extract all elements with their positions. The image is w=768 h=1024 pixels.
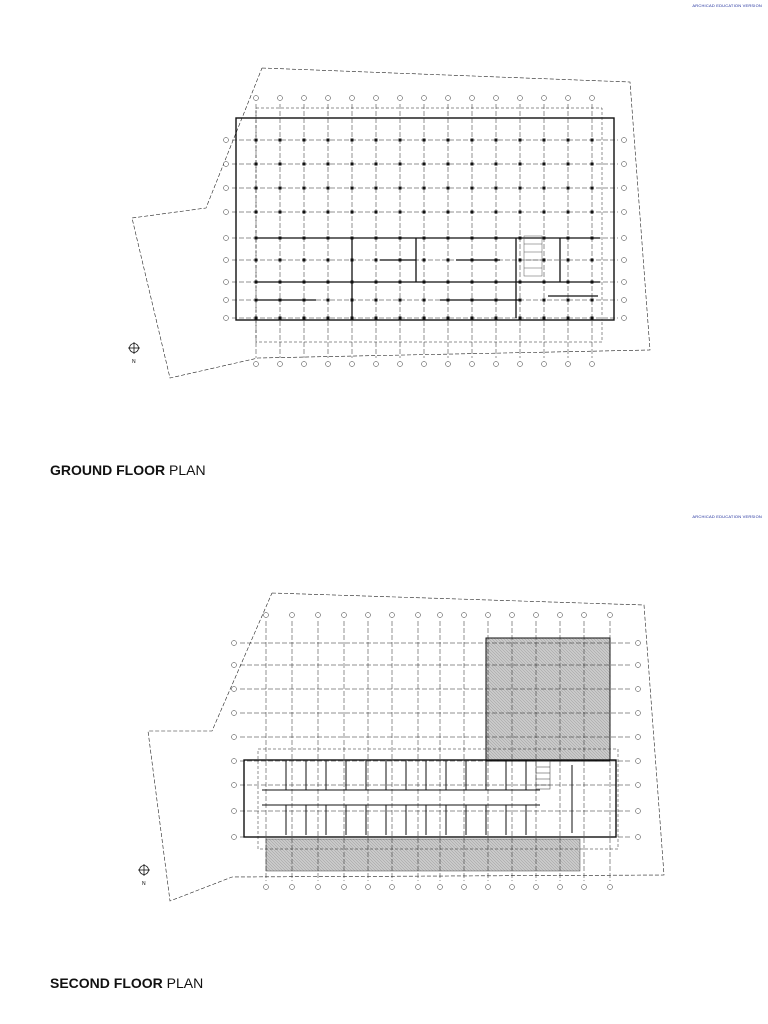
column — [255, 163, 258, 166]
column — [351, 187, 354, 190]
column — [279, 259, 282, 262]
grid-bubble — [510, 613, 515, 618]
grid-bubble — [582, 613, 587, 618]
title-regular: PLAN — [166, 975, 204, 991]
grid-bubble — [342, 613, 347, 618]
grid-bubble — [542, 362, 547, 367]
grid-bubble — [278, 362, 283, 367]
grid-bubble — [278, 96, 283, 101]
column — [399, 299, 402, 302]
column — [567, 163, 570, 166]
column — [255, 187, 258, 190]
column — [447, 259, 450, 262]
grid-bubble — [390, 613, 395, 618]
grid-bubble — [636, 641, 641, 646]
roof-eave-line — [256, 108, 602, 342]
column — [447, 187, 450, 190]
column — [495, 139, 498, 142]
column — [543, 187, 546, 190]
column — [423, 163, 426, 166]
grid-bubble — [232, 783, 237, 788]
grid-bubble — [350, 96, 355, 101]
column — [399, 211, 402, 214]
column — [327, 259, 330, 262]
site-boundary — [132, 68, 650, 378]
grid-bubble — [636, 687, 641, 692]
column — [543, 163, 546, 166]
grid-bubble — [608, 885, 613, 890]
grid-bubble — [416, 613, 421, 618]
column — [375, 139, 378, 142]
column — [327, 187, 330, 190]
grid-bubble — [566, 362, 571, 367]
column — [399, 317, 402, 320]
grid-bubble — [486, 613, 491, 618]
column — [375, 299, 378, 302]
grid-bubble — [622, 210, 627, 215]
structural-grid — [224, 96, 627, 367]
column — [327, 211, 330, 214]
column — [279, 163, 282, 166]
grid-bubble — [582, 885, 587, 890]
grid-bubble — [590, 96, 595, 101]
column — [543, 317, 546, 320]
column — [423, 299, 426, 302]
grid-bubble — [232, 835, 237, 840]
column — [543, 139, 546, 142]
interior-walls — [256, 238, 600, 318]
column — [591, 299, 594, 302]
grid-bubble — [316, 885, 321, 890]
column — [447, 139, 450, 142]
grid-bubble — [622, 280, 627, 285]
title-regular: PLAN — [169, 462, 206, 478]
education-watermark: ARCHICAD EDUCATION VERSION — [692, 514, 762, 519]
grid-bubble — [232, 809, 237, 814]
grid-bubble — [636, 783, 641, 788]
column — [399, 139, 402, 142]
grid-bubble — [636, 809, 641, 814]
column — [591, 139, 594, 142]
column — [327, 299, 330, 302]
title-bold: GROUND FLOOR — [50, 462, 166, 478]
grid-bubble — [232, 687, 237, 692]
column — [591, 317, 594, 320]
grid-bubble — [636, 711, 641, 716]
grid-bubble — [462, 885, 467, 890]
column — [567, 211, 570, 214]
grid-bubble — [398, 96, 403, 101]
column — [495, 187, 498, 190]
column — [423, 317, 426, 320]
grid-bubble — [302, 362, 307, 367]
title-bold: SECOND FLOOR — [50, 975, 163, 991]
grid-bubble — [622, 258, 627, 263]
column — [351, 163, 354, 166]
grid-bubble — [390, 885, 395, 890]
column — [543, 211, 546, 214]
grid-bubble — [470, 96, 475, 101]
grid-bubble — [534, 613, 539, 618]
grid-bubble — [302, 96, 307, 101]
grid-bubble — [350, 362, 355, 367]
column — [303, 259, 306, 262]
stair — [536, 761, 550, 789]
grid-bubble — [636, 835, 641, 840]
grid-bubble — [290, 613, 295, 618]
grid-bubble — [446, 362, 451, 367]
column — [279, 139, 282, 142]
grid-bubble — [224, 210, 229, 215]
room-walls — [286, 761, 526, 835]
grid-bubble — [438, 885, 443, 890]
column — [423, 187, 426, 190]
column — [255, 259, 258, 262]
column — [567, 139, 570, 142]
column — [303, 163, 306, 166]
column — [303, 139, 306, 142]
grid-bubble — [566, 96, 571, 101]
grid-bubble — [398, 362, 403, 367]
grid-bubble — [224, 298, 229, 303]
grid-bubble — [622, 138, 627, 143]
column — [447, 211, 450, 214]
ground-floor-plan — [0, 60, 768, 390]
grid-bubble — [622, 162, 627, 167]
column — [279, 211, 282, 214]
second-floor-drawing — [0, 585, 768, 910]
column — [567, 259, 570, 262]
grid-bubble — [486, 885, 491, 890]
grid-bubble — [264, 885, 269, 890]
grid-bubble — [446, 96, 451, 101]
column — [327, 163, 330, 166]
column — [375, 317, 378, 320]
column — [255, 211, 258, 214]
column — [423, 211, 426, 214]
north-label: N — [142, 881, 146, 887]
grid-bubble — [636, 759, 641, 764]
grid-bubble — [366, 613, 371, 618]
second-floor-plan — [0, 585, 768, 910]
column — [495, 211, 498, 214]
column — [495, 317, 498, 320]
column — [447, 163, 450, 166]
grid-bubble — [264, 613, 269, 618]
column — [303, 317, 306, 320]
column — [327, 317, 330, 320]
column — [327, 139, 330, 142]
column — [471, 139, 474, 142]
column — [351, 139, 354, 142]
grid-bubble — [224, 162, 229, 167]
grid-bubble — [622, 298, 627, 303]
ground-floor-title — [50, 462, 206, 478]
column — [375, 211, 378, 214]
grid-bubble — [558, 613, 563, 618]
grid-bubble — [366, 885, 371, 890]
column — [519, 211, 522, 214]
roof-eave-line — [258, 749, 618, 849]
grid-bubble — [232, 735, 237, 740]
canopy-hatch — [266, 839, 580, 871]
grid-bubble — [470, 362, 475, 367]
column — [519, 187, 522, 190]
grid-bubble — [232, 711, 237, 716]
grid-bubble — [254, 96, 259, 101]
grid-bubble — [224, 316, 229, 321]
grid-bubble — [326, 362, 331, 367]
grid-bubble — [232, 641, 237, 646]
grid-bubble — [462, 613, 467, 618]
education-watermark: ARCHICAD EDUCATION VERSION — [692, 3, 762, 8]
grid-bubble — [416, 885, 421, 890]
grid-bubble — [558, 885, 563, 890]
north-arrow — [138, 864, 150, 887]
second-floor-title — [50, 975, 203, 991]
grid-bubble — [374, 96, 379, 101]
grid-bubble — [622, 186, 627, 191]
column — [519, 139, 522, 142]
grid-bubble — [510, 885, 515, 890]
column — [543, 299, 546, 302]
column — [255, 139, 258, 142]
grid-bubble — [622, 236, 627, 241]
column — [399, 163, 402, 166]
grid-bubble — [438, 613, 443, 618]
north-label: N — [132, 359, 136, 365]
grid-bubble — [224, 236, 229, 241]
grid-bubble — [622, 316, 627, 321]
column — [471, 163, 474, 166]
column — [303, 187, 306, 190]
column — [567, 299, 570, 302]
grid-bubble — [224, 258, 229, 263]
column — [375, 259, 378, 262]
grid-bubble — [494, 96, 499, 101]
grid-bubble — [224, 138, 229, 143]
grid-bubble — [590, 362, 595, 367]
building-outline — [236, 118, 614, 320]
grid-bubble — [290, 885, 295, 890]
grid-bubble — [326, 96, 331, 101]
grid-bubble — [608, 613, 613, 618]
column — [591, 211, 594, 214]
column — [567, 317, 570, 320]
column — [303, 211, 306, 214]
column — [519, 259, 522, 262]
column — [495, 163, 498, 166]
column — [423, 259, 426, 262]
column — [399, 187, 402, 190]
grid-bubble — [636, 663, 641, 668]
lower-roof-hatch — [486, 638, 610, 761]
grid-bubble — [534, 885, 539, 890]
grid-bubble — [254, 362, 259, 367]
column — [279, 187, 282, 190]
grid-bubble — [224, 280, 229, 285]
grid-bubble — [422, 96, 427, 101]
grid-bubble — [224, 186, 229, 191]
grid-bubble — [422, 362, 427, 367]
grid-bubble — [494, 362, 499, 367]
north-arrow — [128, 342, 140, 365]
column — [471, 317, 474, 320]
grid-bubble — [542, 96, 547, 101]
grid-bubble — [374, 362, 379, 367]
grid-bubble — [518, 96, 523, 101]
grid-bubble — [636, 735, 641, 740]
column — [519, 317, 522, 320]
ground-floor-drawing — [0, 60, 768, 390]
column — [423, 139, 426, 142]
column — [591, 259, 594, 262]
grid-bubble — [518, 362, 523, 367]
column — [591, 187, 594, 190]
column — [471, 211, 474, 214]
column — [375, 163, 378, 166]
column — [591, 163, 594, 166]
column — [543, 259, 546, 262]
column — [375, 187, 378, 190]
column — [471, 187, 474, 190]
grid-bubble — [232, 759, 237, 764]
column — [447, 317, 450, 320]
grid-bubble — [342, 885, 347, 890]
grid-bubble — [232, 663, 237, 668]
column — [567, 187, 570, 190]
column — [519, 163, 522, 166]
stair — [524, 236, 542, 276]
column — [255, 317, 258, 320]
grid-bubble — [316, 613, 321, 618]
column — [351, 211, 354, 214]
column — [279, 317, 282, 320]
